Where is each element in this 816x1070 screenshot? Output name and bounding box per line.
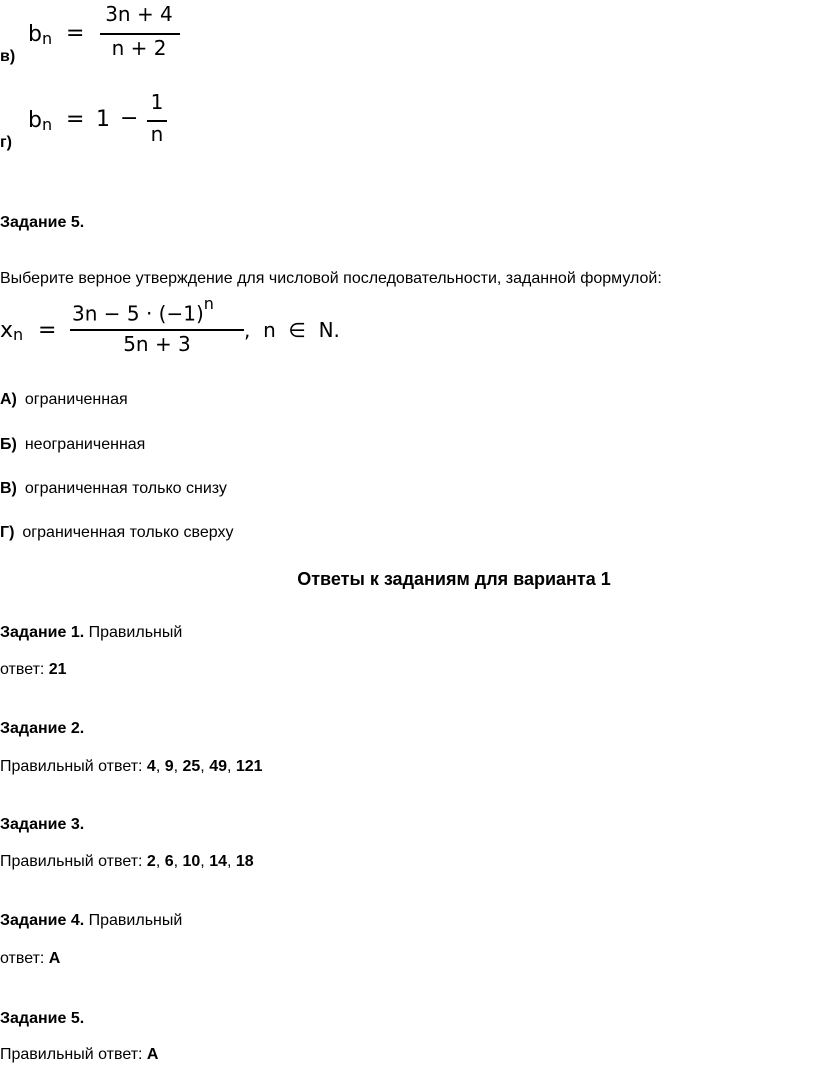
option-b[interactable] <box>0 436 145 454</box>
answer4-prefix: ответ: <box>0 950 49 967</box>
option-g[interactable] <box>0 524 233 542</box>
answer4-inline: Правильный <box>84 912 183 929</box>
option-g-text: ограниченная только сверху <box>22 524 234 541</box>
task5-formula-fraction-line <box>70 329 244 331</box>
task5-formula-denominator: 5n + 3 <box>123 332 191 356</box>
option-v-letter: В) <box>0 480 17 497</box>
option-a-letter: А) <box>0 391 17 408</box>
answers-title: Ответы к заданиям для варианта 1 <box>297 569 611 589</box>
answer3-line2 <box>0 853 254 871</box>
answer5-prefix: Правильный ответ: <box>0 1046 147 1063</box>
answer5-value: А <box>146 1046 159 1063</box>
task5-formula-tail: , n ∈ N. <box>244 318 340 342</box>
formula-v-denominator: n + 2 <box>111 36 167 60</box>
option-v-text: ограниченная только снизу <box>24 480 227 497</box>
option-a-text: ограниченная <box>24 391 128 408</box>
answer1-heading: Задание 1. <box>0 624 85 641</box>
formula-g-minus: − <box>120 106 139 131</box>
formula-g-numerator: 1 <box>150 90 164 114</box>
answer2-value: 121 <box>235 758 263 775</box>
answer4-line2 <box>0 950 60 968</box>
answer4-line1 <box>0 912 182 930</box>
option-a[interactable] <box>0 391 128 409</box>
formula-v-lhs: bn <box>28 22 53 48</box>
formula-v-label: в) <box>0 48 16 65</box>
answer2-value: 4 <box>146 758 156 775</box>
task5-formula-lhs: xn <box>0 318 24 344</box>
answer3-prefix: Правильный ответ: <box>0 853 147 870</box>
answer2-sep: , <box>200 758 210 775</box>
formula-g-label: г) <box>0 134 12 151</box>
answer3-sep: , <box>173 853 183 870</box>
answer2-value: 49 <box>209 758 227 775</box>
answer1-value: 21 <box>48 661 67 678</box>
answer2-line2 <box>0 758 263 776</box>
formula-g-lhs: bn <box>28 108 53 134</box>
answer1-prefix: ответ: <box>0 661 49 678</box>
answer3-value: 6 <box>164 853 174 870</box>
formula-g-denominator: n <box>150 122 164 146</box>
option-g-letter: Г) <box>0 524 15 541</box>
formula-v-numerator: 3n + 4 <box>105 2 173 26</box>
answer3-sep: , <box>200 853 210 870</box>
task5-formula-eq: = <box>38 318 57 343</box>
answer1-line2 <box>0 661 67 679</box>
answer3-value: 18 <box>235 853 254 870</box>
answer5-heading: Задание 5. <box>0 1010 85 1027</box>
answer5-line2 <box>0 1046 158 1064</box>
formula-v-fraction-line <box>100 33 180 35</box>
answer1-line1 <box>0 624 182 642</box>
formula-g-eq: = <box>66 107 85 132</box>
task5-formula-numerator: $3n - 5 \cdot (-1)^n$ <box>72 294 214 326</box>
answer3-value: 14 <box>209 853 227 870</box>
option-b-letter: Б) <box>0 436 17 453</box>
task5-heading: Задание 5. <box>0 214 85 231</box>
answer1-inline: Правильный <box>84 624 183 641</box>
answer3-heading: Задание 3. <box>0 816 85 833</box>
answer2-heading: Задание 2. <box>0 720 85 737</box>
answer4-heading: Задание 4. <box>0 912 85 929</box>
answer2-value: 25 <box>182 758 201 775</box>
answer3-sep: , <box>155 853 165 870</box>
answer3-sep: , <box>226 853 236 870</box>
option-v[interactable] <box>0 480 227 498</box>
answer2-value: 9 <box>164 758 174 775</box>
answer4-value: А <box>48 950 61 967</box>
option-b-text: неограниченная <box>24 436 146 453</box>
formula-v-eq: = <box>66 21 85 46</box>
answer2-sep: , <box>226 758 236 775</box>
answer2-sep: , <box>173 758 183 775</box>
task5-prompt: Выберите верное утверждение для числовой последовательности, заданной формулой: <box>0 270 662 287</box>
answer3-value: 10 <box>182 853 201 870</box>
formula-g-one: 1 <box>96 107 110 132</box>
answer2-sep: , <box>155 758 165 775</box>
answer2-prefix: Правильный ответ: <box>0 758 147 775</box>
answer3-value: 2 <box>146 853 156 870</box>
